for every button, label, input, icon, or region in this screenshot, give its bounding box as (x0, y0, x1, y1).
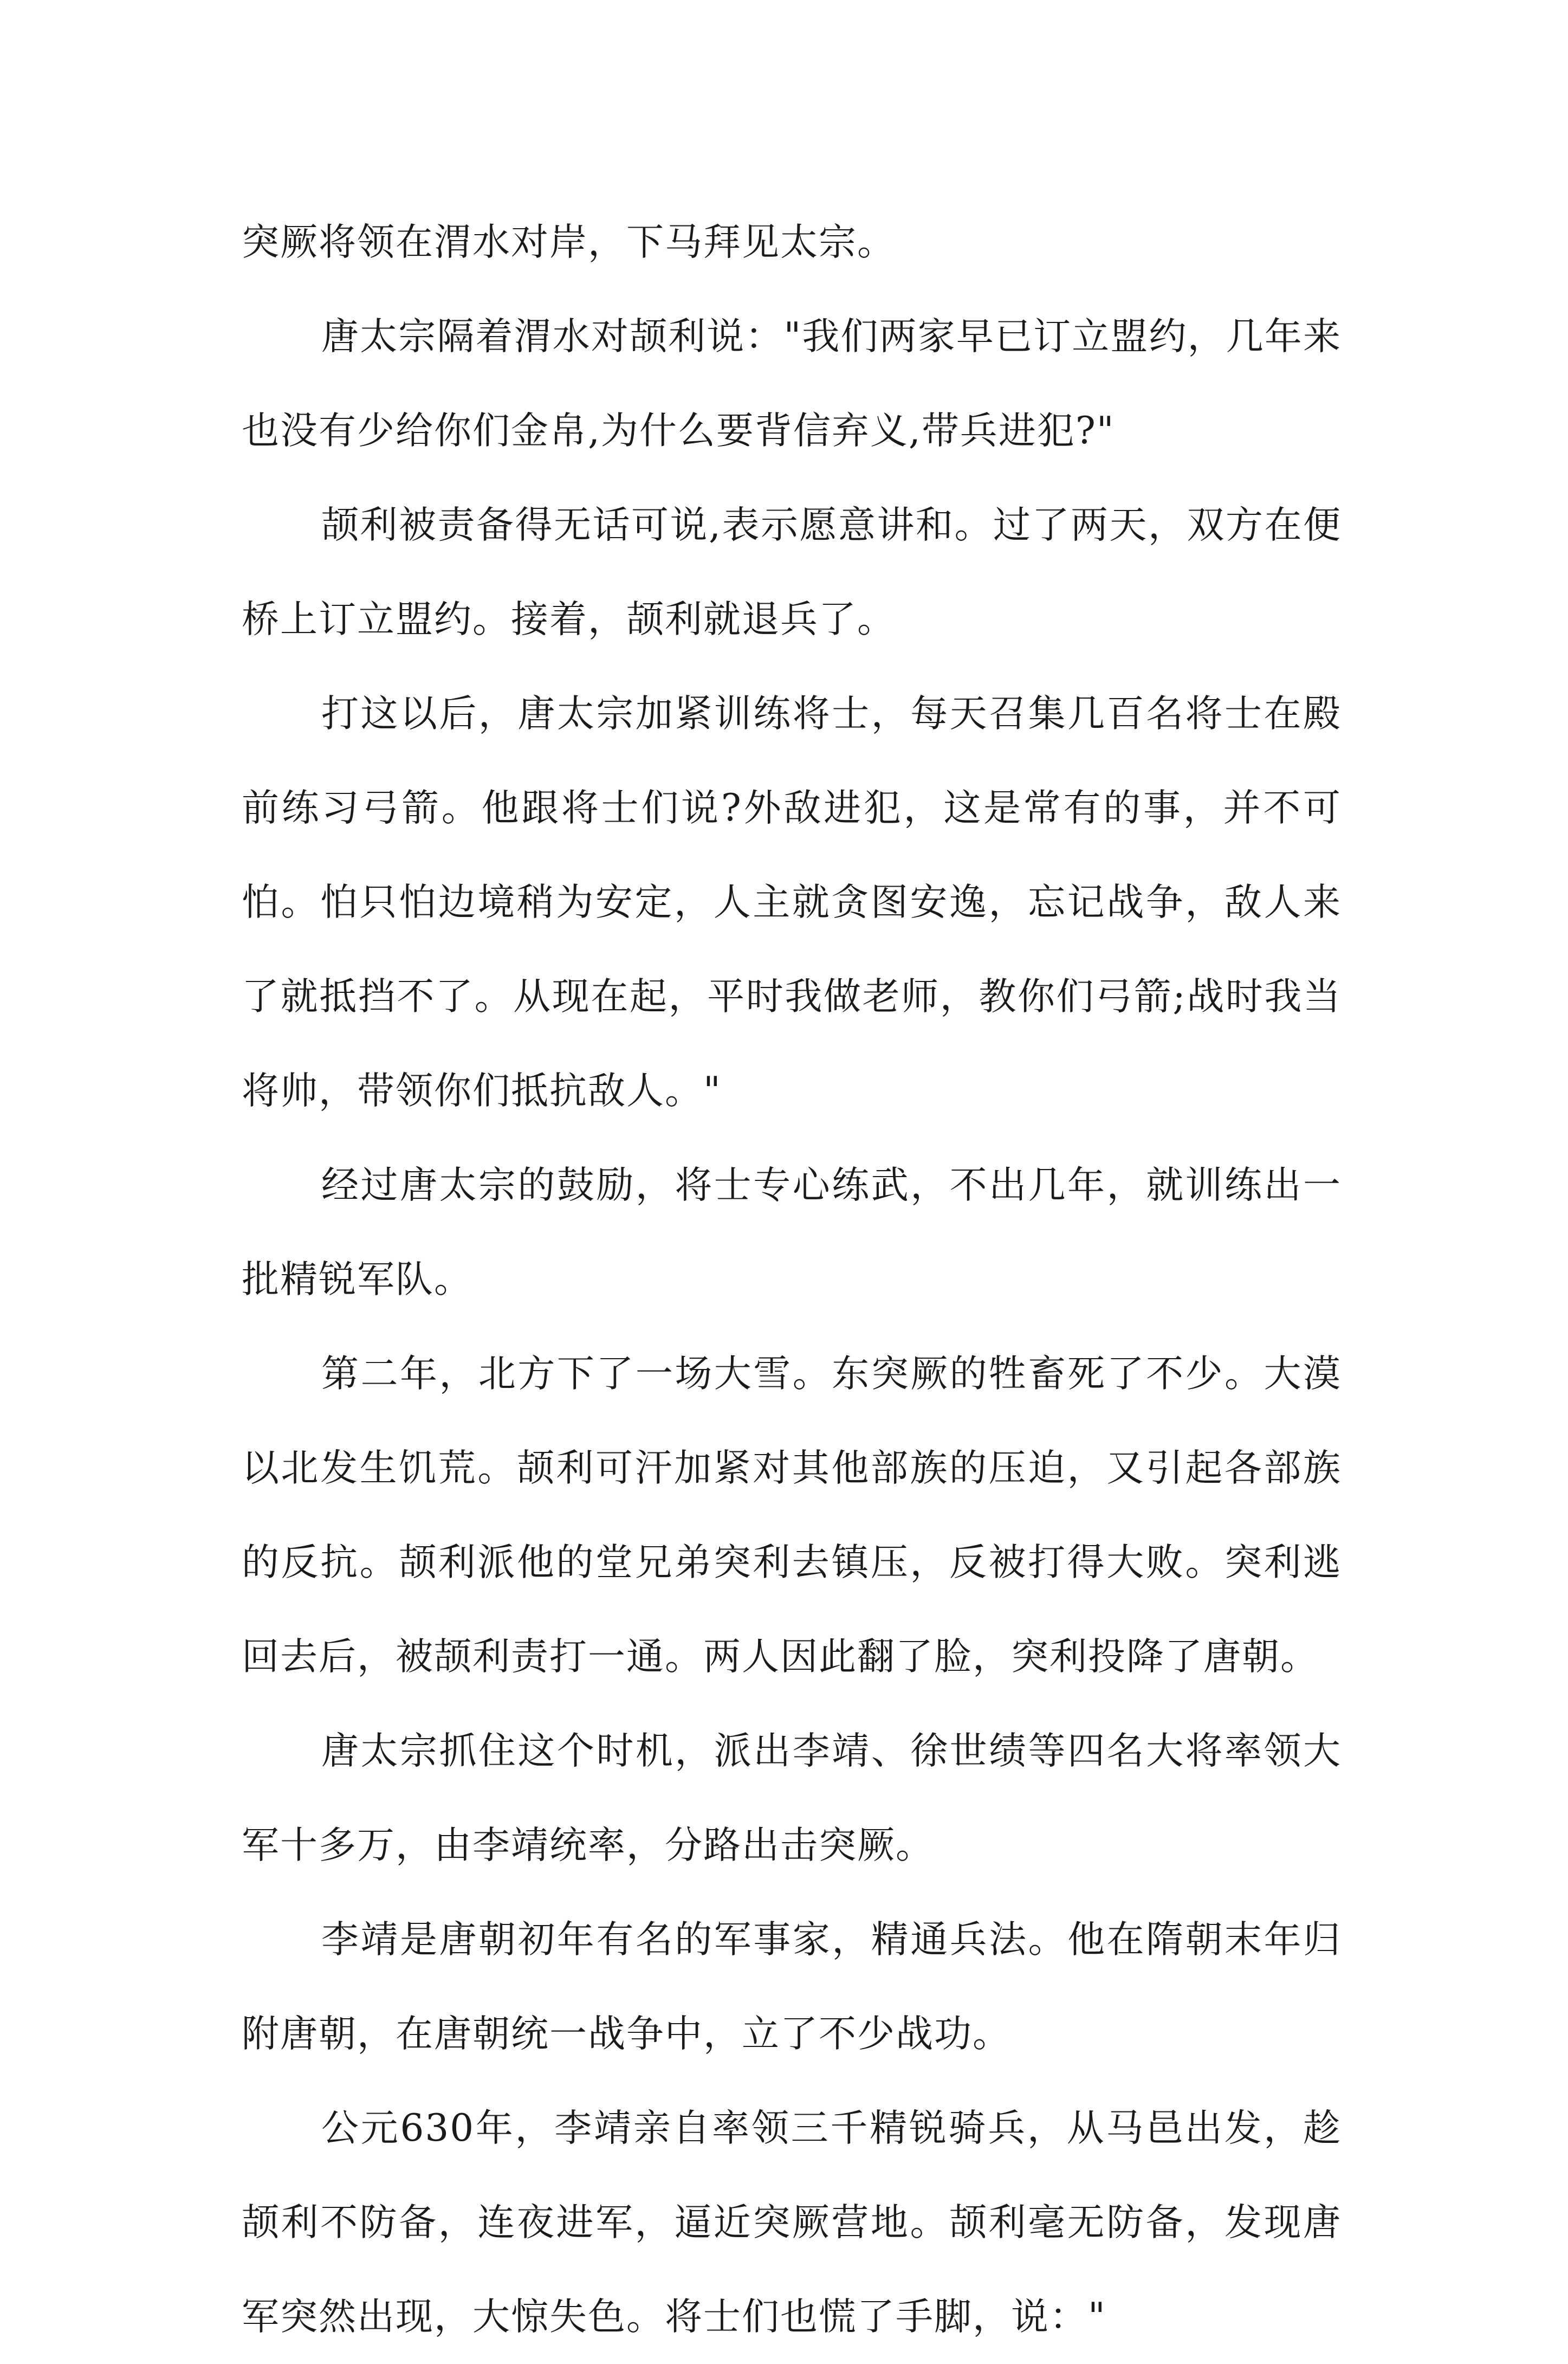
paragraph-3: 颉利被责备得无话可说,表示愿意讲和。过了两天，双方在便桥上订立盟约。接着，颉利就退兵了。 (242, 503, 1342, 641)
paragraph-1: 突厥将领在渭水对岸，下马拜见太宗。 (242, 221, 896, 264)
paragraph-7: 唐太宗抓住这个时机，派出李靖、徐世绩等四名大将率领大军十多万，由李靖统率，分路出击突厥。 (242, 1729, 1342, 1867)
paragraph-6: 第二年，北方下了一场大雪。东突厥的牲畜死了不少。大漠以北发生饥荒。颉利可汗加紧对其他部族的压迫，又引起各部族的反抗。颉利派他的堂兄弟突利去镇压，反被打得大败。突利逃回去后，被颉利责打一通。两人因此翻了脸，突利投降了唐朝。 (242, 1352, 1342, 1678)
paragraph-8: 李靖是唐朝初年有名的军事家，精通兵法。他在隋朝末年归附唐朝，在唐朝统一战争中，立了不少战功。 (242, 1918, 1342, 2056)
paragraph-4: 打这以后，唐太宗加紧训练将士，每天召集几百名将士在殿前练习弓箭。他跟将士们说?外敌进犯，这是常有的事，并不可怕。怕只怕边境稍为安定，人主就贪图安逸，忘记战争，敌人来了就抵挡不了。从现在起，平时我做老师，教你们弓箭;战时我当将帅，带领你们抵抗敌人。" (242, 692, 1342, 1113)
paragraph-5: 经过唐太宗的鼓励，将士专心练武，不出几年，就训练出一批精锐军队。 (242, 1164, 1342, 1301)
paragraph-9: 公元630年，李靖亲自率领三千精锐骑兵，从马邑出发，趁颉利不防备，连夜进军，逼近突厥营地。颉利毫无防备，发现唐军突然出现，大惊失色。将士们也慌了手脚，说：" (242, 2107, 1342, 2339)
paragraph-2: 唐太宗隔着渭水对颉利说："我们两家早已订立盟约，几年来也没有少给你们金帛,为什么要背信弃义,带兵进犯?" (242, 315, 1342, 453)
body-text (242, 195, 1342, 2364)
